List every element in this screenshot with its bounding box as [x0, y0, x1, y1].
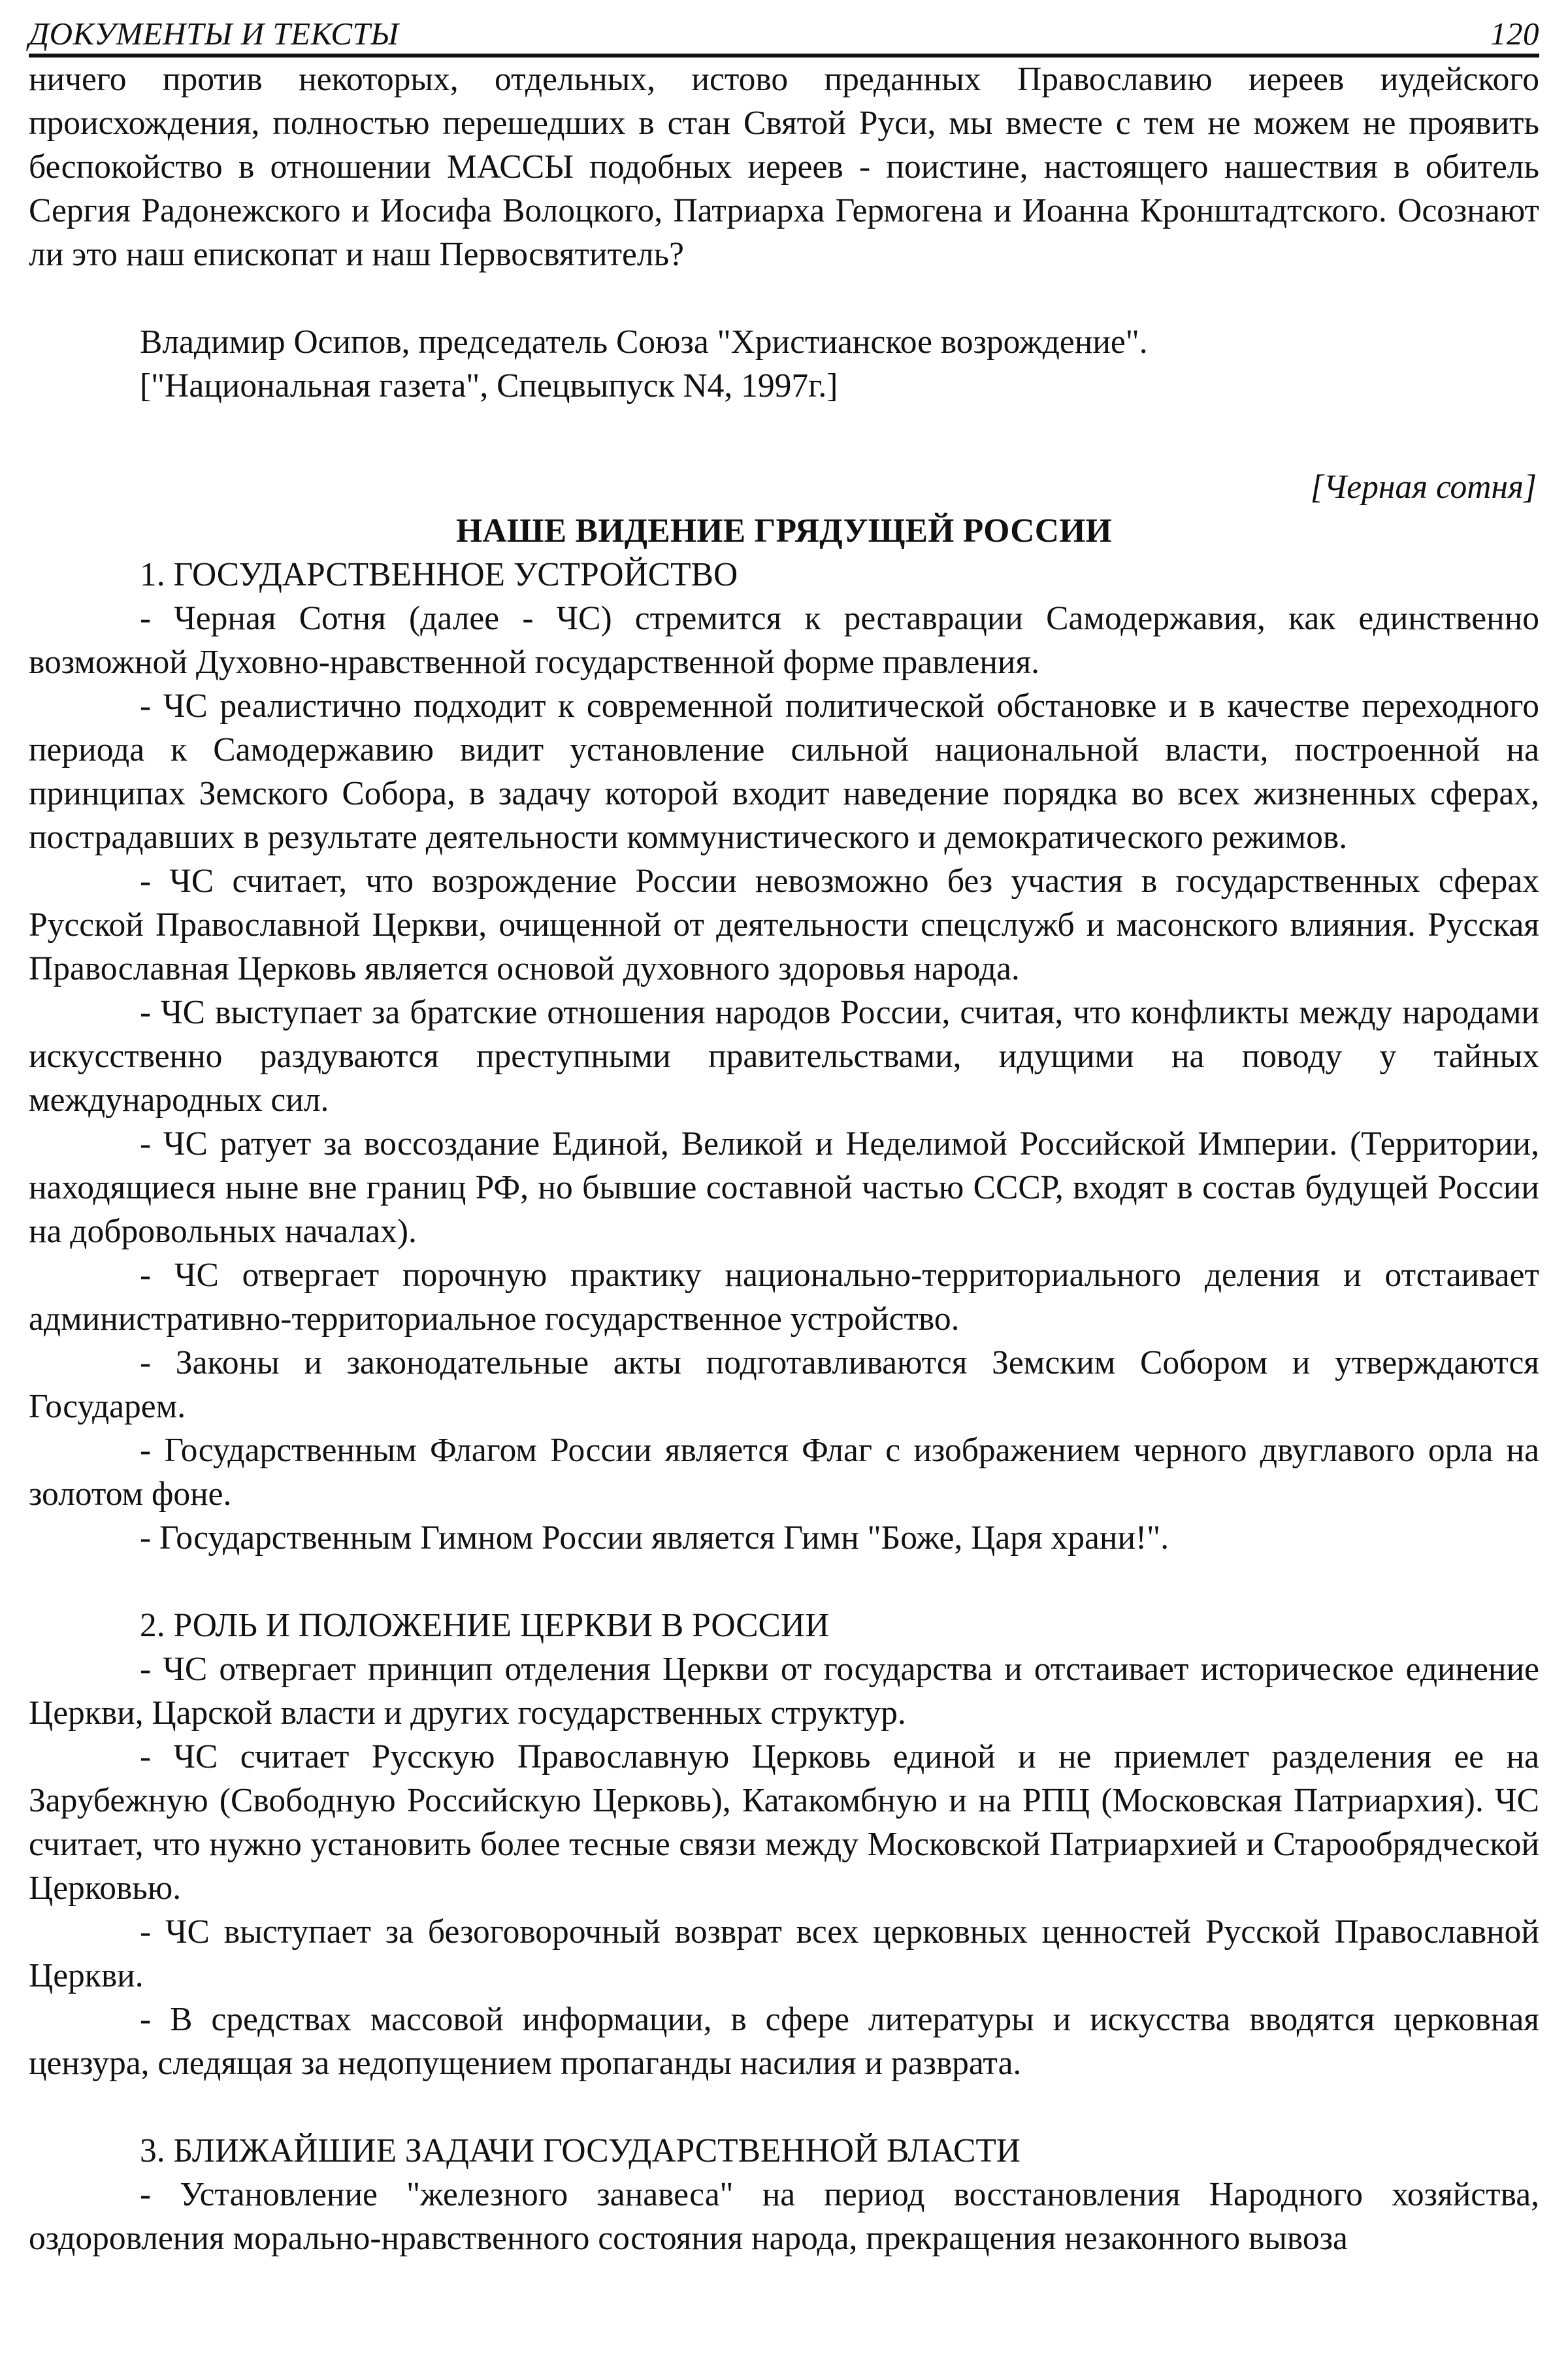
list-item: - ЧС отвергает порочную практику национально-территориального деления и отстаивает административно-территориальное государственное устройство.: [29, 1257, 1539, 1338]
spacer: [29, 2085, 1539, 2129]
signature-line: Владимир Осипов, председатель Союза "Христианское возрождение".: [140, 323, 1148, 361]
section-heading: 1. ГОСУДАРСТВЕННОЕ УСТРОЙСТВО: [140, 556, 738, 593]
list-item: - ЧС выступает за братские отношения народов России, считая, что конфликты между народами искусственно раздуваются преступными правительствами, идущими на поводу у тайных международных сил.: [29, 994, 1539, 1119]
section-title: ДОКУМЕНТЫ И ТЕКСТЫ: [29, 16, 399, 52]
list-item: - Установление "железного занавеса" на период восстановления Народного хозяйства, оздоровления морально-нравственного состояния народа, прекращения незаконного вывоза: [29, 2176, 1539, 2257]
intro-paragraph: ничего против некоторых, отдельных, истово преданных Православию иереев иудейского происхождения, полностью перешедших в стан Святой Руси, мы вместе с тем не можем не проявить беспокойство в отношении МАССЫ подобных иереев - поистине, настоящего нашествия в обитель Сергия Радонежского и Иосифа Волоцкого, Патриарха Гермогена и Иоанна Кронштадтского. Осознают ли это наш епископат и наш Первосвятитель?: [29, 61, 1539, 273]
section-heading: 2. РОЛЬ И ПОЛОЖЕНИЕ ЦЕРКВИ В РОССИИ: [140, 1607, 830, 1644]
list-item: - Черная Сотня (далее - ЧС) стремится к реставрации Самодержавия, как единственно возможной Духовно-нравственной государственной форме правления.: [29, 600, 1539, 681]
list-item: - ЧС ратует за воссоздание Единой, Великой и Неделимой Российской Империи. (Территории, находящиеся ныне вне границ РФ, но бывшие составной частью СССР, входят в состав будущей России на добровольных началах).: [29, 1125, 1539, 1250]
list-item: - В средствах массовой информации, в сфере литературы и искусства вводятся церковная цензура, следящая за недопущением пропаганды насилия и разврата.: [29, 2001, 1539, 2082]
list-item: - ЧС считает, что возрождение России невозможно без участия в государственных сферах Русской Православной Церкви, очищенной от деятельности спецслужб и масонского влияния. Русская Православная Церковь является основой духовного здоровья народа.: [29, 863, 1539, 987]
section-heading: 3. БЛИЖАЙШИЕ ЗАДАЧИ ГОСУДАРСТВЕННОЙ ВЛАСТИ: [140, 2132, 1021, 2169]
list-item: - ЧС отвергает принцип отделения Церкви от государства и отстаивает историческое единение Церкви, Царской власти и других государственных структур.: [29, 1651, 1539, 1732]
list-item: - Законы и законодательные акты подготавливаются Земским Собором и утверждаются Государем.: [29, 1344, 1539, 1425]
list-item: - Государственным Гимном России является Гимн "Боже, Царя храни!".: [140, 1519, 1169, 1557]
page-number: 120: [1490, 16, 1539, 52]
running-header: [29, 0, 1539, 52]
page-body: [29, 58, 1539, 2260]
list-item: - ЧС реалистично подходит к современной политической обстановке и в качестве переходного периода к Самодержавию видит установление сильной национальной власти, построенной на принципах Земского Собора, в задачу которой входит наведение порядка во всех жизненных сферах, пострадавших в результате деятельности коммунистического и демократического режимов.: [29, 687, 1539, 856]
document-title: НАШЕ ВИДЕНИЕ ГРЯДУЩЕЙ РОССИИ: [456, 512, 1112, 550]
list-item: - ЧС выступает за безоговорочный возврат всех церковных ценностей Русской Православной Церкви.: [29, 1913, 1539, 1994]
list-item: - Государственным Флагом России является Флаг с изображением черного двуглавого орла на золотом фоне.: [29, 1432, 1539, 1513]
citation-line: ["Национальная газета", Спецвыпуск N4, 1997г.]: [140, 367, 838, 404]
spacer: [29, 276, 1539, 320]
spacer: [29, 1560, 1539, 1604]
list-item: - ЧС считает Русскую Православную Церковь единой и не приемлет разделения ее на Зарубежную (Свободную Российскую Церковь), Катакомбную и на РПЦ (Московская Патриархия). ЧС считает, что нужно установить более тесные связи между Московской Патриархией и Старообрядческой Церковью.: [29, 1738, 1539, 1907]
document-source: [Черная сотня]: [1310, 469, 1537, 506]
